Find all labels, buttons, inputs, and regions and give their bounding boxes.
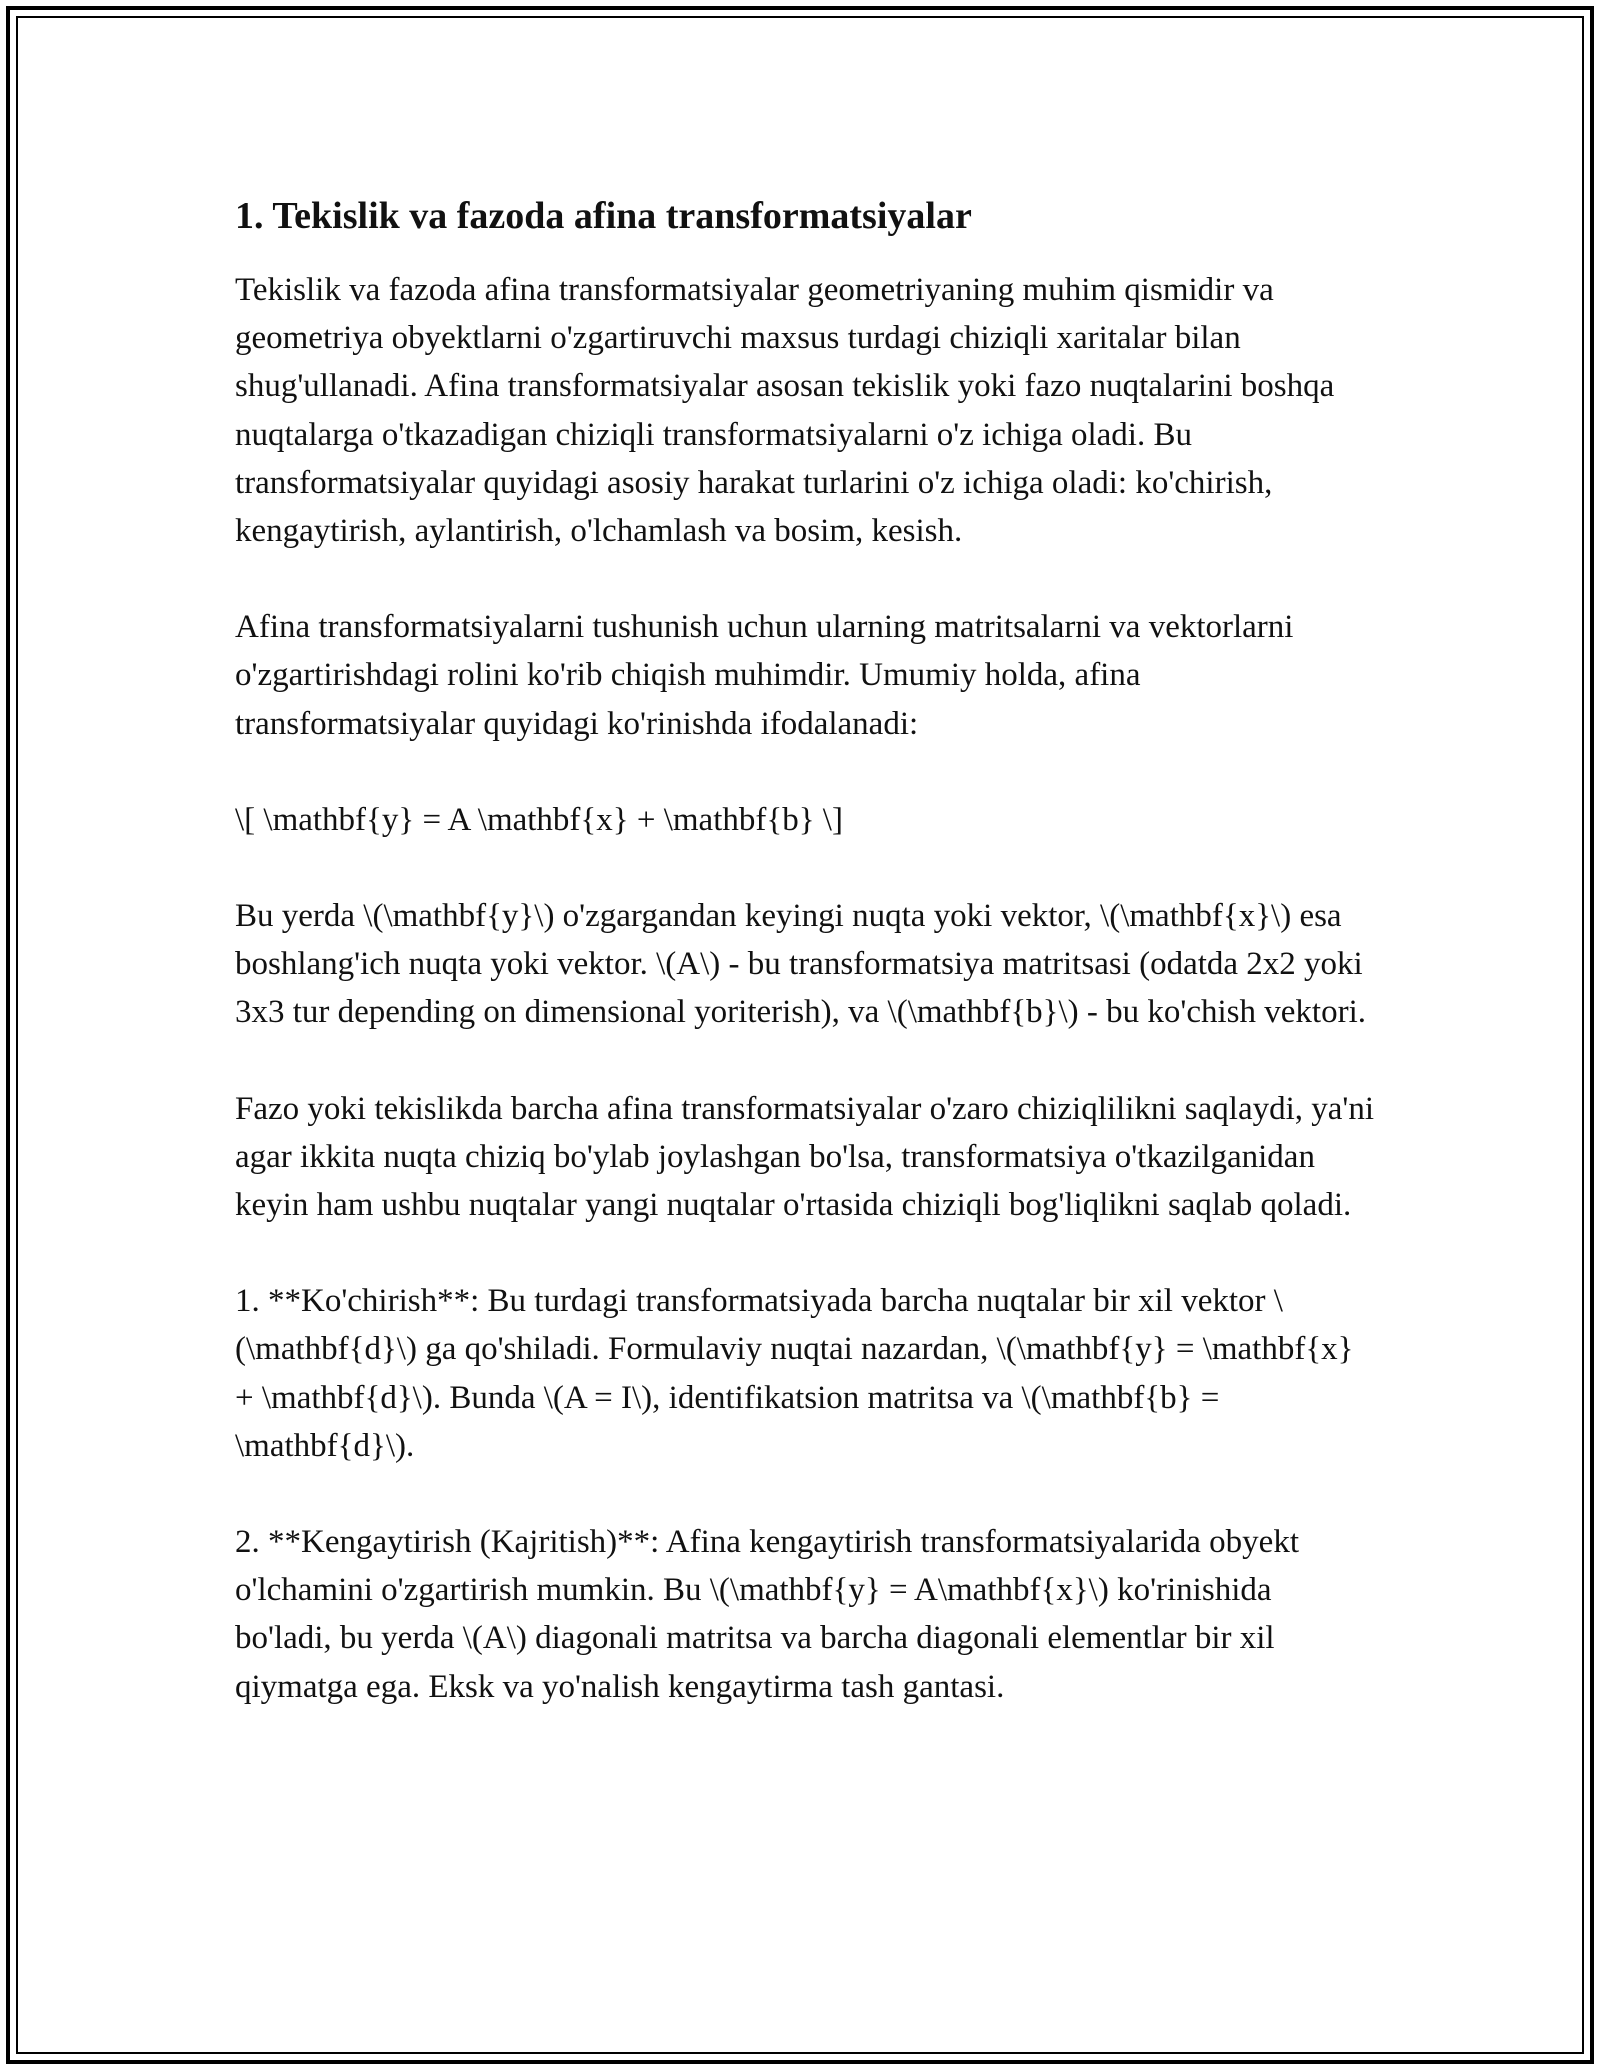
list-item-translation: 1. **Ko'chirish**: Bu turdagi transformatsiyada barcha nuqtalar bir xil vektor \(\mathbf{d}\) ga qo'shiladi. Formulaviy nuqtai nazardan, \(\mathbf{y} = \mathbf{x} + \mathbf{d}\). Bunda \(A = I\), identifikatsion matritsa va \(\mathbf{b} = \mathbf{d}\). xyxy=(235,1283,1354,1464)
list-item-scaling: 2. **Kengaytirish (Kajritish)**: Afina kengaytirish transformatsiyalarida obyekt o'lchamini o'zgartirish mumkin. Bu \(\mathbf{y} = A\mathbf{x}\) ko'rinishida bo'ladi, bu yerda \(A\) diagonali matritsa va barcha diagonali elementlar bir xil qiymatga ega. Eksk va yo'nalish kengaytirma tash gantasi. xyxy=(235,1524,1299,1705)
paragraph-intro: Tekislik va fazoda afina transformatsiyalar geometriyaning muhim qismidir va geometriya obyektlarni o'zgartiruvchi maxsus turdagi chiziqli xaritalar bilan shug'ullanadi. Afina transformatsiyalar asosan tekislik yoki fazo nuqtalarini boshqa nuqtalarga o'tkazadigan chiziqli transformatsiyalarni o'z ichiga oladi. Bu transformatsiyalar quyidagi asosiy harakat turlarini o'z ichiga oladi: ko'chirish, kengaytirish, aylantirish, o'lchamlash va bosim, kesish. xyxy=(235,272,1335,550)
paragraph-collinearity: Fazo yoki tekislikda barcha afina transformatsiyalar o'zaro chiziqlilikni saqlaydi, ya'ni agar ikkita nuqta chiziq bo'ylab joylashgan bo'lsa, transformatsiya o'tkazilganidan keyin ham ushbu nuqtalar yangi nuqtalar o'rtasida chiziqli bog'liqlikni saqlab qoladi. xyxy=(235,1090,1375,1224)
paragraph-matrices: Afina transformatsiyalarni tushunish uchun ularning matritsalarni va vektorlarni o'zgartirishdagi rolini ko'rib chiqish muhimdir. Umumiy holda, afina transformatsiyalar quyidagi ko'rinishda ifodalanadi: xyxy=(235,609,1294,742)
paragraph-definitions: Bu yerda \(\mathbf{y}\) o'zgargandan keyingi nuqta yoki vektor, \(\mathbf{x}\) esa boshlang'ich nuqta yoki vektor. \(A\) - bu transformatsiya matritsasi (odatda 2x2 yoki 3x3 tur depending on dimensional yoriterish), va \(\mathbf{b}\) - bu ko'chish vektori. xyxy=(235,898,1366,1031)
section-title: 1. Tekislik va fazoda afina transformatsiyalar xyxy=(235,195,972,237)
formula-affine: \[ \mathbf{y} = A \mathbf{x} + \mathbf{b} \] xyxy=(235,801,843,838)
document-body xyxy=(235,186,1375,1759)
